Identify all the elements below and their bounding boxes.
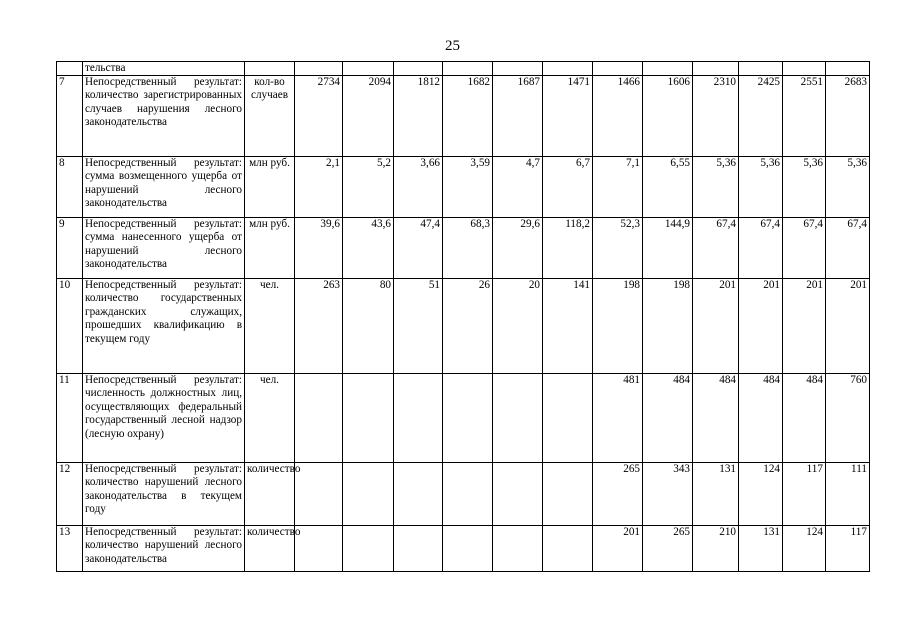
value-cell: 5,2 — [343, 157, 394, 218]
row-number: 7 — [57, 76, 83, 157]
value-cell: 484 — [783, 374, 826, 463]
value-cell — [739, 62, 783, 76]
value-cell — [443, 463, 493, 526]
page-number: 25 — [445, 38, 460, 54]
value-cell: 210 — [693, 526, 739, 572]
row-number — [57, 62, 83, 76]
table-row — [57, 157, 870, 218]
value-cell — [493, 463, 543, 526]
value-cell: 131 — [739, 526, 783, 572]
value-cell — [543, 62, 593, 76]
value-cell: 2425 — [739, 76, 783, 157]
value-cell: 43,6 — [343, 218, 394, 279]
unit-cell: млн руб. — [245, 157, 295, 218]
value-cell: 201 — [783, 279, 826, 374]
row-number: 12 — [57, 463, 83, 526]
value-cell: 68,3 — [443, 218, 493, 279]
table-row — [57, 526, 870, 572]
value-cell — [543, 463, 593, 526]
unit-cell: кол-во случаев — [245, 76, 295, 157]
value-cell: 201 — [693, 279, 739, 374]
value-cell: 5,36 — [739, 157, 783, 218]
value-cell: 2551 — [783, 76, 826, 157]
value-cell: 5,36 — [693, 157, 739, 218]
value-cell — [343, 526, 394, 572]
table-row-continuation — [57, 62, 870, 76]
indicator-name: тельства — [83, 62, 245, 76]
value-cell — [443, 526, 493, 572]
value-cell: 2,1 — [295, 157, 343, 218]
value-cell: 484 — [739, 374, 783, 463]
indicator-name: Непосредственный результат: сумма нанесенного ущерба от нарушений лесного законодательства — [83, 218, 245, 279]
value-cell: 6,55 — [643, 157, 693, 218]
value-cell: 111 — [826, 463, 870, 526]
value-cell — [343, 463, 394, 526]
value-cell: 5,36 — [783, 157, 826, 218]
value-cell — [295, 374, 343, 463]
value-cell: 144,9 — [643, 218, 693, 279]
value-cell: 1687 — [493, 76, 543, 157]
value-cell — [826, 62, 870, 76]
value-cell: 4,7 — [493, 157, 543, 218]
value-cell: 80 — [343, 279, 394, 374]
indicator-name: Непосредственный результат: количество нарушений лесного законодательства в текущем году — [83, 463, 245, 526]
table-row — [57, 374, 870, 463]
value-cell: 5,36 — [826, 157, 870, 218]
value-cell: 67,4 — [826, 218, 870, 279]
value-cell: 117 — [826, 526, 870, 572]
row-number: 13 — [57, 526, 83, 572]
value-cell — [543, 374, 593, 463]
row-number: 11 — [57, 374, 83, 463]
value-cell: 2683 — [826, 76, 870, 157]
value-cell — [493, 62, 543, 76]
value-cell: 124 — [739, 463, 783, 526]
value-cell — [443, 62, 493, 76]
indicator-name: Непосредственный результат: количество зарегистрированных случаев нарушения лесного законодательства — [83, 76, 245, 157]
value-cell: 67,4 — [783, 218, 826, 279]
indicator-name: Непосредственный результат: сумма возмещенного ущерба от нарушений лесного законодательства — [83, 157, 245, 218]
row-number: 9 — [57, 218, 83, 279]
table-row — [57, 76, 870, 157]
value-cell — [643, 62, 693, 76]
table-row — [57, 279, 870, 374]
value-cell: 198 — [593, 279, 643, 374]
value-cell — [343, 374, 394, 463]
table-row — [57, 463, 870, 526]
value-cell — [343, 62, 394, 76]
value-cell: 484 — [643, 374, 693, 463]
value-cell: 201 — [593, 526, 643, 572]
unit-cell — [245, 62, 295, 76]
unit-cell: чел. — [245, 374, 295, 463]
value-cell: 1466 — [593, 76, 643, 157]
value-cell: 263 — [295, 279, 343, 374]
indicators-table — [56, 61, 870, 572]
value-cell: 29,6 — [493, 218, 543, 279]
value-cell: 39,6 — [295, 218, 343, 279]
value-cell: 343 — [643, 463, 693, 526]
value-cell: 2094 — [343, 76, 394, 157]
value-cell — [295, 463, 343, 526]
value-cell — [493, 526, 543, 572]
value-cell — [443, 374, 493, 463]
table-row — [57, 218, 870, 279]
value-cell: 67,4 — [739, 218, 783, 279]
value-cell: 117 — [783, 463, 826, 526]
value-cell: 118,2 — [543, 218, 593, 279]
value-cell: 1606 — [643, 76, 693, 157]
value-cell: 3,66 — [394, 157, 443, 218]
value-cell: 1812 — [394, 76, 443, 157]
value-cell — [593, 62, 643, 76]
value-cell: 20 — [493, 279, 543, 374]
value-cell: 131 — [693, 463, 739, 526]
value-cell: 67,4 — [693, 218, 739, 279]
value-cell — [394, 463, 443, 526]
value-cell — [394, 374, 443, 463]
unit-cell: млн руб. — [245, 218, 295, 279]
value-cell: 124 — [783, 526, 826, 572]
value-cell — [543, 526, 593, 572]
value-cell — [783, 62, 826, 76]
unit-cell: количество — [245, 526, 295, 572]
value-cell: 760 — [826, 374, 870, 463]
value-cell: 481 — [593, 374, 643, 463]
value-cell: 52,3 — [593, 218, 643, 279]
value-cell: 26 — [443, 279, 493, 374]
value-cell: 47,4 — [394, 218, 443, 279]
value-cell: 265 — [593, 463, 643, 526]
value-cell — [693, 62, 739, 76]
value-cell: 2734 — [295, 76, 343, 157]
value-cell: 6,7 — [543, 157, 593, 218]
value-cell: 1471 — [543, 76, 593, 157]
value-cell: 3,59 — [443, 157, 493, 218]
value-cell: 51 — [394, 279, 443, 374]
unit-cell: количество — [245, 463, 295, 526]
value-cell: 201 — [739, 279, 783, 374]
value-cell: 2310 — [693, 76, 739, 157]
value-cell — [295, 62, 343, 76]
value-cell: 265 — [643, 526, 693, 572]
value-cell: 201 — [826, 279, 870, 374]
row-number: 8 — [57, 157, 83, 218]
indicator-name: Непосредственный результат: количество государственных гражданских служащих, прошедших квалификацию в текущем году — [83, 279, 245, 374]
value-cell: 484 — [693, 374, 739, 463]
row-number: 10 — [57, 279, 83, 374]
value-cell: 141 — [543, 279, 593, 374]
value-cell: 7,1 — [593, 157, 643, 218]
value-cell — [394, 526, 443, 572]
value-cell: 198 — [643, 279, 693, 374]
value-cell — [295, 526, 343, 572]
indicator-name: Непосредственный результат: численность должностных лиц, осуществляющих федеральный государственный лесной надзор (лесную охрану) — [83, 374, 245, 463]
indicator-name: Непосредственный результат: количество нарушений лесного законодательства — [83, 526, 245, 572]
value-cell — [493, 374, 543, 463]
value-cell: 1682 — [443, 76, 493, 157]
value-cell — [394, 62, 443, 76]
unit-cell: чел. — [245, 279, 295, 374]
